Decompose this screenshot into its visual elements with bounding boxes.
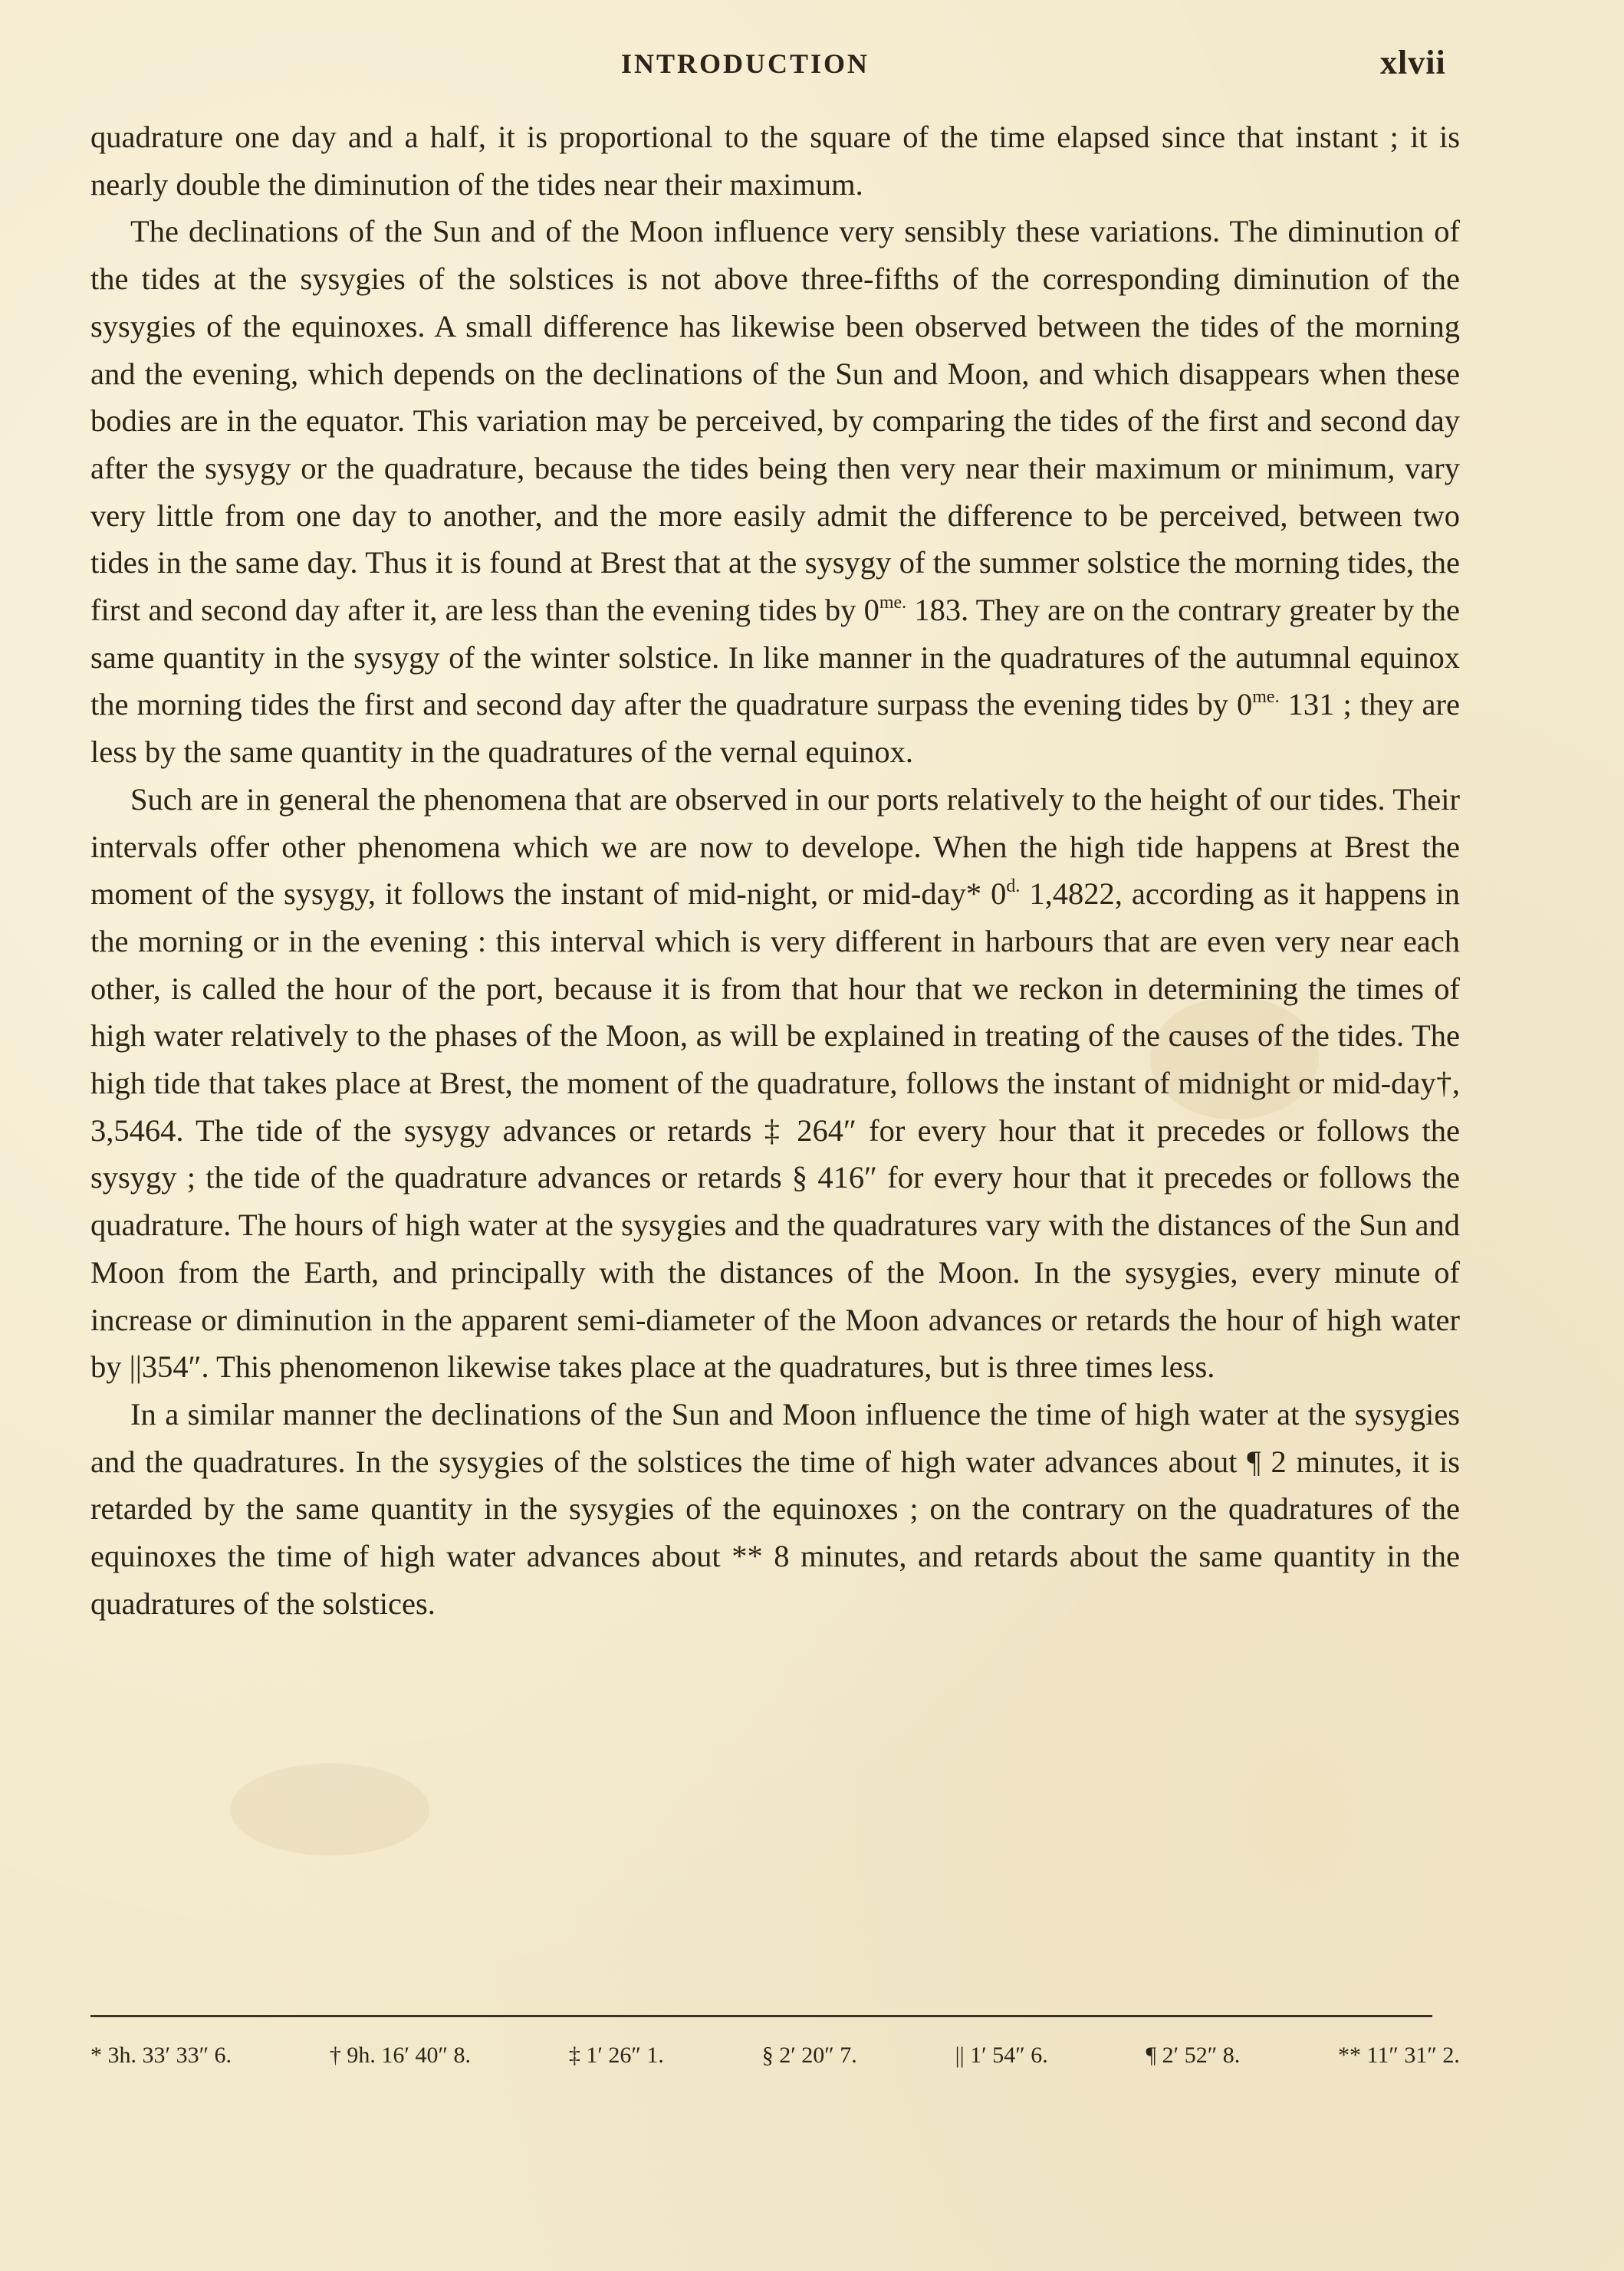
- footnote-rule: [90, 2015, 1432, 2017]
- paragraph: [90, 776, 1460, 1391]
- superscript: me.: [1252, 687, 1280, 708]
- paper-stain: [230, 1763, 429, 1855]
- footnote: † 9h. 16′ 40″ 8.: [329, 2043, 471, 2068]
- text-run: 1,4822, according as it happens in the morning or in the evening : this interval which is very different in harbours that are even very near each other, is called the hour of the port, because it is from that hour that we reckon in determining the times of high water relatively to the phases of the Moon, as will be explained in treating of the causes of the tides. The high tide that takes place at Brest, the moment of the quadrature, follows the instant of midnight or mid-day†, 3,5464. The tide of the sysygy advances or retards ‡ 264″ for every hour that it precedes or follows the sysygy ; the tide of the quadrature advances or retards § 416″ for every hour that it precedes or follows the quadrature. The hours of high water at the sysygies and the quadratures vary with the distances of the Sun and Moon from the Earth, and principally with the distances of the Moon. In the sysygies, every minute of increase or diminution in the apparent semi-diameter of the Moon advances or retards the hour of high water by ||354″. This phenomenon likewise takes place at the quadratures, but is three times less.: [90, 876, 1460, 1385]
- text-run: The declinations of the Sun and of the Moon influence very sensibly these variations. The diminution of the tides at the sysygies of the solstices is not above three-fifths of the corresponding diminution of the sysygies of the equinoxes. A small difference has likewise been observed between the tides of the morning and the evening, which depends on the declinations of the Sun and Moon, and which disappears when these bodies are in the equator. This variation may be perceived, by comparing the tides of the first and second day after the sysygy or the quadrature, because the tides being then very near their maximum or minimum, vary very little from one day to another, and the more easily admit the difference to be perceived, between two tides in the same day. Thus it is found at Brest that at the sysygy of the summer solstice the morning tides, the first and second day after it, are less than the evening tides by 0: [90, 214, 1460, 628]
- footnotes: [90, 2043, 1460, 2081]
- footnote: ** 11″ 31″ 2.: [1338, 2043, 1460, 2068]
- page-number: xlvii: [1380, 44, 1446, 81]
- paragraph: [90, 208, 1460, 775]
- text-run: 183. They are on the contrary greater by the same quantity in the sysygy of the winter solstice. In like manner in the quadratures of the autumnal equinox the morning tides the first and second day after the quadrature surpass the evening tides by 0: [90, 593, 1460, 722]
- text-run: Such are in general the phenomena that are observed in our ports relatively to the height of our tides. Their intervals offer other phenomena which we are now to develope. When the high tide happens at Brest the moment of the sysygy, it follows the instant of mid-night, or mid-day* 0: [90, 781, 1460, 912]
- footnote: § 2′ 20″ 7.: [761, 2043, 857, 2068]
- running-title: INTRODUCTION: [621, 48, 870, 79]
- text-run: In a similar manner the declinations of the Sun and Moon influence the time of high water at the sysygies and the quadratures. In the sysygies of the solstices the time of high water advances about ¶ 2 minutes, it is retarded by the same quantity in the sysygies of the equinoxes ; on the contrary on the quadratures of the equinoxes the time of high water advances about ** 8 minutes, and retards about the same quantity in the quadratures of the solstices.: [90, 1396, 1460, 1621]
- running-head: [0, 44, 1624, 94]
- paragraph: [90, 113, 1460, 208]
- footnote: || 1′ 54″ 6.: [955, 2043, 1048, 2068]
- text-run: quadrature one day and a half, it is proportional to the square of the time elapsed since that instant ; it is nearly double the diminution of the tides near their maximum.: [90, 120, 1460, 202]
- text-run: 131 ; they are less by the same quantity in the quadratures of the vernal equinox.: [90, 687, 1460, 770]
- footnote: ‡ 1′ 26″ 1.: [568, 2043, 664, 2068]
- footnote: * 3h. 33′ 33″ 6.: [90, 2043, 232, 2068]
- footnote: ¶ 2′ 52″ 8.: [1146, 2043, 1241, 2068]
- paragraph: [90, 1391, 1460, 1628]
- superscript: me.: [879, 593, 907, 613]
- superscript: d.: [1006, 876, 1021, 897]
- body-text: [90, 113, 1460, 1628]
